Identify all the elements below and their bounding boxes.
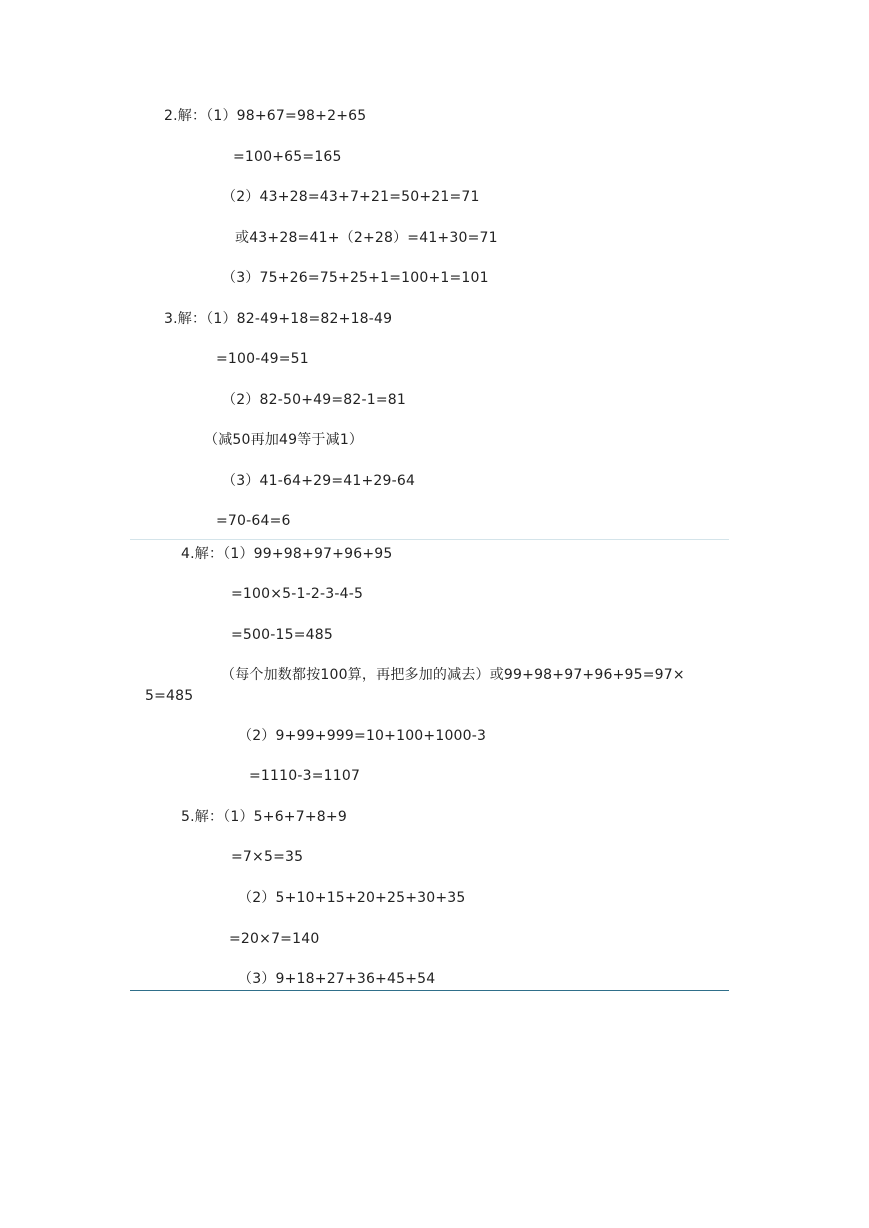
q4-step1-expansion: =100×5-1-2-3-4-5 — [231, 586, 364, 602]
q4-step2-result: =1110-3=1107 — [249, 768, 361, 784]
q3-step3-result: =70-64=6 — [216, 513, 291, 529]
section-divider-top — [130, 539, 729, 540]
q3-step2-note: （减50再加49等于减1） — [204, 432, 364, 448]
q3-step3: （3）41-64+29=41+29-64 — [222, 473, 416, 489]
q4-step1-note-continuation: 5=485 — [145, 688, 194, 704]
q5-step2: （2）5+10+15+20+25+30+35 — [238, 890, 466, 906]
q2-step1-result: =100+65=165 — [233, 149, 342, 165]
q2-step3: （3）75+26=75+25+1=100+1=101 — [222, 270, 489, 286]
q3-heading-step1: 3.解：（1）82-49+18=82+18-49 — [164, 311, 393, 327]
q2-step2: （2）43+28=43+7+21=50+21=71 — [222, 189, 480, 205]
q5-step3: （3）9+18+27+36+45+54 — [238, 971, 436, 987]
q4-step1-result: =500-15=485 — [231, 627, 333, 643]
q5-step1-result: =7×5=35 — [231, 849, 304, 865]
q5-heading-step1: 5.解：（1）5+6+7+8+9 — [181, 809, 347, 825]
q5-step2-result: =20×7=140 — [229, 931, 320, 947]
q3-step1-result: =100-49=51 — [216, 351, 309, 367]
q4-step2: （2）9+99+999=10+100+1000-3 — [238, 728, 487, 744]
section-divider-bottom — [130, 990, 729, 991]
q2-heading-step1: 2.解：（1）98+67=98+2+65 — [164, 108, 367, 124]
q2-step2-alternative: 或43+28=41+（2+28）=41+30=71 — [235, 230, 498, 246]
q4-heading-step1: 4.解：（1）99+98+97+96+95 — [181, 546, 393, 562]
q3-step2: （2）82-50+49=82-1=81 — [222, 392, 406, 408]
q4-step1-note: （每个加数都按100算，再把多加的减去）或99+98+97+96+95=97× — [221, 667, 685, 683]
